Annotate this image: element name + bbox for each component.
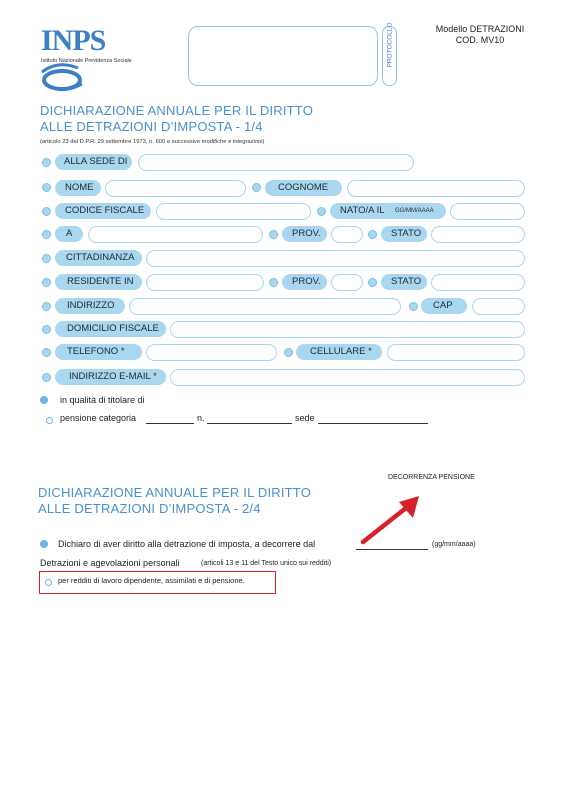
categoria-line[interactable]	[146, 423, 194, 424]
n-label: n.	[197, 413, 205, 423]
cap-field[interactable]	[472, 298, 525, 315]
row-bullet	[269, 230, 278, 239]
row-bullet	[409, 302, 418, 311]
label-email: INDIRIZZO E-MAIL *	[55, 369, 166, 385]
cellulare-field[interactable]	[387, 344, 525, 361]
prov-nascita-field[interactable]	[331, 226, 363, 243]
label-cittadinanza: CITTADINANZA	[55, 250, 142, 266]
row-bullet	[42, 254, 51, 263]
protocollo-label: PROTOCOLLO	[386, 22, 394, 68]
sede-line[interactable]	[318, 423, 428, 424]
qualita-text: in qualità di titolare di	[60, 395, 145, 405]
decorrenza-pensione-label: DECORRENZA PENSIONE	[388, 474, 475, 481]
section1-note: (articolo 23 del D.P.R. 29 settembre 1973, n. 600 e successive modifiche e integrazioni)	[40, 139, 265, 145]
detrazioni-heading: Detrazioni e agevolazioni personali	[40, 558, 180, 568]
row-bullet	[42, 183, 51, 192]
sede-field[interactable]	[138, 154, 414, 171]
decorrenza-line[interactable]	[356, 549, 428, 550]
cognome-field[interactable]	[347, 180, 525, 197]
qualita-bullet	[40, 396, 48, 404]
logo-subtitle: Istituto Nazionale Previdenza Sociale	[41, 58, 132, 64]
section2-title	[38, 485, 311, 517]
label-cognome: COGNOME	[265, 180, 342, 196]
redditi-option-radio[interactable]	[45, 579, 52, 586]
row-bullet	[42, 373, 51, 382]
label-cap: CAP	[421, 298, 467, 314]
label-residente: RESIDENTE IN	[55, 274, 142, 290]
numero-line[interactable]	[207, 423, 292, 424]
label-domicilio: DOMICILIO FISCALE	[55, 321, 166, 337]
date-format-hint: (gg/mm/aaaa)	[432, 541, 476, 548]
row-bullet	[317, 207, 326, 216]
label-telefono: TELEFONO *	[55, 344, 142, 360]
label-cellulare: CELLULARE *	[296, 344, 382, 360]
row-bullet	[368, 230, 377, 239]
label-prov: PROV.	[282, 274, 327, 290]
section1-title	[40, 103, 313, 135]
modello-line1: Modello DETRAZIONI	[435, 24, 525, 34]
label-nato: NATO/A IL GG/MM/AAAA	[330, 203, 446, 219]
articoli-note: (articoli 13 e 11 del Testo unico sui redditi)	[201, 560, 332, 567]
label-stato: STATO	[381, 274, 427, 290]
telefono-field[interactable]	[146, 344, 277, 361]
row-bullet	[42, 230, 51, 239]
row-bullet	[42, 158, 51, 167]
luogo-nascita-field[interactable]	[88, 226, 263, 243]
data-nascita-field[interactable]	[450, 203, 525, 220]
section2-title-line2: ALLE DETRAZIONI D’IMPOSTA - 2/4	[38, 501, 261, 516]
domicilio-field[interactable]	[170, 321, 525, 338]
label-sede: ALLA SEDE DI	[55, 154, 132, 170]
label-a: A	[55, 226, 83, 242]
row-bullet	[269, 278, 278, 287]
redditi-option-label: per redditi di lavoro dipendente, assimilati e di pensione.	[58, 576, 245, 585]
label-indirizzo: INDIRIZZO	[55, 298, 125, 314]
red-arrow-icon	[355, 488, 425, 548]
indirizzo-field[interactable]	[129, 298, 401, 315]
label-codice-fiscale: CODICE FISCALE	[55, 203, 151, 219]
stato-nascita-field[interactable]	[431, 226, 525, 243]
modello-code	[410, 24, 550, 46]
row-bullet	[42, 325, 51, 334]
codice-fiscale-field[interactable]	[156, 203, 311, 220]
residente-field[interactable]	[146, 274, 264, 291]
row-bullet	[368, 278, 377, 287]
protocollo-box	[188, 26, 378, 86]
cittadinanza-field[interactable]	[146, 250, 525, 267]
row-bullet	[284, 348, 293, 357]
pensione-radio[interactable]	[46, 417, 53, 424]
row-bullet	[42, 302, 51, 311]
email-field[interactable]	[170, 369, 525, 386]
row-bullet	[252, 183, 261, 192]
section1-title-line2: ALLE DETRAZIONI D’IMPOSTA - 1/4	[40, 119, 263, 134]
label-stato: STATO	[381, 226, 427, 242]
label-prov: PROV.	[282, 226, 327, 242]
pensione-categoria-label: pensione categoria	[60, 413, 137, 423]
row-bullet	[42, 348, 51, 357]
nato-date-format: GG/MM/AAAA	[395, 208, 434, 214]
section1-title-line1: DICHIARAZIONE ANNUALE PER IL DIRITTO	[40, 103, 314, 118]
modello-line2: COD. MV10	[455, 35, 505, 45]
logo-text: INPS	[41, 24, 106, 57]
nome-field[interactable]	[105, 180, 246, 197]
sede-label: sede	[295, 413, 315, 423]
row-bullet	[42, 278, 51, 287]
section2-title-line1: DICHIARAZIONE ANNUALE PER IL DIRITTO	[38, 485, 312, 500]
inps-logo-icon	[38, 60, 98, 94]
stato-residenza-field[interactable]	[431, 274, 525, 291]
row-bullet	[42, 207, 51, 216]
dichiaro-text: Dichiaro di aver diritto alla detrazione di imposta, a decorrere dal	[58, 539, 316, 549]
label-nome: NOME	[55, 180, 101, 196]
dichiaro-bullet	[40, 540, 48, 548]
prov-residenza-field[interactable]	[331, 274, 363, 291]
